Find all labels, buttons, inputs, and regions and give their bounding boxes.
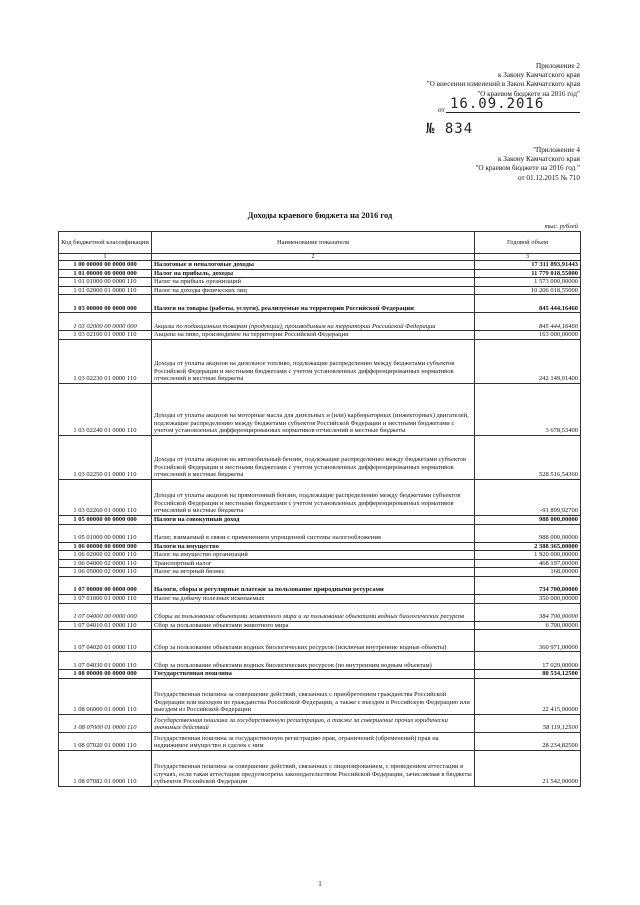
- amount-cell: 58 119,12500: [475, 714, 581, 732]
- code-cell: 1 08 06000 01 0000 110: [59, 678, 152, 714]
- amount-cell: 988 000,00000: [475, 515, 581, 524]
- name-cell: Доходы от уплаты акцизов на автомобильный бензин, подлежащие распределению между бюджетами субъектов Российской Федерации и местными бюджетами с учетом установленных дифференцированных нормативов отчислений в местные бюджеты: [152, 435, 475, 479]
- amount-cell: 734 700,00000: [475, 576, 581, 594]
- table-row: [59, 621, 581, 630]
- table-row: [59, 515, 581, 524]
- code-cell: 1 05 01000 00 0000 110: [59, 524, 152, 542]
- code-cell: 1 03 02100 01 0000 110: [59, 331, 152, 340]
- column-index: 2: [152, 254, 475, 261]
- name-cell: Акцизы на пиво, производимое на территории Российской Федерации: [152, 331, 475, 340]
- amount-cell: 17 311 893,91443: [475, 261, 581, 270]
- code-cell: 1 01 00000 00 0000 000: [59, 269, 152, 278]
- name-cell: Государственная пошлина за совершение действий, связанных с лицензированием, с проведением аттестации в случаях, если такая аттестация предусмотрена законодательством Российской Федерации, зачисляемая в бюджеты субъектов Российской Федерации: [152, 750, 475, 786]
- amount-cell: 1 573 000,00000: [475, 278, 581, 287]
- code-cell: 1 08 07082 01 0000 110: [59, 750, 152, 786]
- name-cell: Налог, взимаемый в связи с применением упрощенной системы налогообложения: [152, 524, 475, 542]
- name-cell: Налог на имущество организаций: [152, 551, 475, 560]
- table-row: [59, 714, 581, 732]
- annex-line: "Приложение 4: [533, 146, 580, 154]
- amount-cell: 168,00000: [475, 568, 581, 577]
- column-index: 1: [59, 254, 152, 261]
- date-prefix: от: [438, 106, 445, 114]
- annex-line: к Закону Камчатского края: [498, 155, 580, 164]
- name-cell: Налог на прибыль, доходы: [152, 269, 475, 278]
- table-row: [59, 383, 581, 435]
- amount-cell: 10 206 018,55000: [475, 286, 581, 295]
- amount-cell: 988 000,00000: [475, 524, 581, 542]
- handwritten-number: № 834: [426, 121, 474, 137]
- table-row: [59, 524, 581, 542]
- code-cell: 1 08 07020 01 0000 110: [59, 732, 152, 750]
- code-cell: 1 07 04020 01 0000 110: [59, 630, 152, 652]
- code-cell: 1 08 00000 00 0000 000: [59, 670, 152, 679]
- name-cell: Государственная пошлина за государственную регистрацию, а также за совершение прочих юридически значимых действий: [152, 714, 475, 732]
- header-name: Наименование показателя: [152, 232, 475, 254]
- amount-cell: 6 700,00000: [475, 621, 581, 630]
- code-cell: 1 03 00000 00 0000 000: [59, 295, 152, 313]
- budget-table: [58, 231, 581, 787]
- name-cell: Акцизы по подакцизным товарам (продукции), производимым на территории Российской Федерации: [152, 313, 475, 331]
- table-row: [59, 261, 581, 270]
- table-row: [59, 278, 581, 287]
- amount-cell: 360 971,00000: [475, 630, 581, 652]
- table-row: [59, 750, 581, 786]
- code-cell: 1 06 04000 02 0000 110: [59, 559, 152, 568]
- column-index: 3: [475, 254, 581, 261]
- table-row: [59, 670, 581, 679]
- code-cell: 1 06 05000 02 0000 110: [59, 568, 152, 577]
- name-cell: Налоги на имущество: [152, 542, 475, 551]
- amount-cell: 528 516,54360: [475, 435, 581, 479]
- handwritten-date: 16.09.2016: [450, 96, 545, 112]
- table-row: [59, 732, 581, 750]
- code-cell: 1 03 02230 01 0000 110: [59, 339, 152, 383]
- table-row: [59, 286, 581, 295]
- annex-line: Приложение 2: [536, 62, 580, 70]
- code-cell: 1 06 02000 02 0000 110: [59, 551, 152, 560]
- name-cell: Налог на прибыль организаций: [152, 278, 475, 287]
- name-cell: Сбор за пользование объектами животного мира: [152, 621, 475, 630]
- name-cell: Сбор за пользование объектами водных биологических ресурсов (исключая внутренние водные объекты): [152, 630, 475, 652]
- amount-cell: 11 779 018,55000: [475, 269, 581, 278]
- document-title: Доходы краевого бюджета на 2016 год: [247, 210, 393, 220]
- amount-cell: 845 444,16460: [475, 313, 581, 331]
- original-annex-header: [475, 146, 580, 183]
- amount-cell: 17 029,00000: [475, 652, 581, 670]
- date-underline: [446, 112, 580, 113]
- amount-cell: 242 149,01400: [475, 339, 581, 383]
- table-row: [59, 652, 581, 670]
- table-row: [59, 630, 581, 652]
- code-cell: 1 07 01000 01 0000 110: [59, 594, 152, 603]
- code-cell: 1 03 02000 00 0000 000: [59, 313, 152, 331]
- annex-header: [427, 62, 580, 99]
- table-row: [59, 678, 581, 714]
- table-row: [59, 542, 581, 551]
- header-code: Код бюджетной классификации: [59, 232, 152, 254]
- table-row: [59, 295, 581, 313]
- name-cell: Транспортный налог: [152, 559, 475, 568]
- amount-cell: 468 197,00000: [475, 559, 581, 568]
- amount-cell: 845 444,16460: [475, 295, 581, 313]
- name-cell: Доходы от уплаты акцизов на прямогонный бензин, подлежащие распределению между бюджетами субъектов Российской Федерации и местными бюджетами с учетом установленных дифференцированных нормативов отчислений в местные бюджеты: [152, 479, 475, 515]
- code-cell: 1 07 04000 00 0000 000: [59, 603, 152, 621]
- name-cell: Налоги на товары (работы, услуги), реализуемые на территории Российской Федерации: [152, 295, 475, 313]
- amount-cell: 2 388 365,00000: [475, 542, 581, 551]
- name-cell: Государственная пошлина за государственную регистрацию прав, ограничений (обременений) прав на недвижимое имущество и сделок с ним: [152, 732, 475, 750]
- name-cell: Сборы за пользование объектами животного мира и за пользование объектами водных биологических ресурсов: [152, 603, 475, 621]
- code-cell: 1 01 02000 01 0000 110: [59, 286, 152, 295]
- annex-line: "О краевом бюджете на 2016 год ": [475, 164, 580, 173]
- code-cell: 1 03 02250 01 0000 110: [59, 435, 152, 479]
- annex-line: "О краевом бюджете на 2016 год": [477, 89, 580, 98]
- amount-cell: 3 678,53400: [475, 383, 581, 435]
- amount-cell: 163 000,00000: [475, 331, 581, 340]
- amount-cell: -91 899,92700: [475, 479, 581, 515]
- name-cell: Государственная пошлина за совершение действий, связанных с приобретением гражданства Российской Федерации или выходом из гражданства Российской Федерации, а также с въездом в Российскую Федерацию или выездом из Российской Федерации: [152, 678, 475, 714]
- header-amount: Годовой объем: [475, 232, 581, 254]
- table-row: [59, 603, 581, 621]
- column-index-row: [59, 254, 581, 261]
- table-row: [59, 551, 581, 560]
- table-row: [59, 435, 581, 479]
- table-row: [59, 594, 581, 603]
- annex-line: к Закону Камчатского края: [498, 71, 580, 80]
- table-row: [59, 339, 581, 383]
- name-cell: Сбор за пользование объектами водных биологических ресурсов (по внутренним водным объектам): [152, 652, 475, 670]
- amount-cell: 1 920 000,00000: [475, 551, 581, 560]
- name-cell: Налоги на совокупный доход: [152, 515, 475, 524]
- table-row: [59, 479, 581, 515]
- table-header-row: [59, 232, 581, 254]
- code-cell: 1 03 02240 01 0000 110: [59, 383, 152, 435]
- annex-line: от 01.12.2015 № 710: [517, 173, 580, 182]
- amount-cell: 350 000,00000: [475, 594, 581, 603]
- amount-cell: 21 542,00000: [475, 750, 581, 786]
- name-cell: Налог на добычу полезных ископаемых: [152, 594, 475, 603]
- page-number: 1: [318, 880, 322, 888]
- name-cell: Налог на доходы физических лиц: [152, 286, 475, 295]
- table-row: [59, 331, 581, 340]
- table-row: [59, 559, 581, 568]
- amount-cell: 22 415,00000: [475, 678, 581, 714]
- table-row: [59, 576, 581, 594]
- code-cell: 1 03 02260 01 0000 110: [59, 479, 152, 515]
- code-cell: 1 07 04010 01 0000 110: [59, 621, 152, 630]
- name-cell: Налоги, сборы и регулярные платежи за пользование природными ресурсами: [152, 576, 475, 594]
- code-cell: 1 00 00000 00 0000 000: [59, 261, 152, 270]
- table-row: [59, 269, 581, 278]
- code-cell: 1 01 01000 00 0000 110: [59, 278, 152, 287]
- name-cell: Налоговые и неналоговые доходы: [152, 261, 475, 270]
- name-cell: Налог на игорный бизнес: [152, 568, 475, 577]
- annex-line: "О внесении изменений в Закон Камчатского края: [426, 80, 580, 89]
- name-cell: Государственная пошлина: [152, 670, 475, 679]
- unit-note: тыс. рублей: [544, 223, 578, 230]
- table-row: [59, 313, 581, 331]
- amount-cell: 384 700,00000: [475, 603, 581, 621]
- code-cell: 1 08 07000 01 0000 110: [59, 714, 152, 732]
- amount-cell: 28 234,82500: [475, 732, 581, 750]
- code-cell: 1 07 04030 01 0000 110: [59, 652, 152, 670]
- table-row: [59, 568, 581, 577]
- amount-cell: 80 534,12500: [475, 670, 581, 679]
- code-cell: 1 06 00000 00 0000 000: [59, 542, 152, 551]
- name-cell: Доходы от уплаты акцизов на дизельное топливо, подлежащие распределению между бюджетами субъектов Российской Федерации и местными бюджетами с учетом установленных дифференцированных нормативов отчислений в местные бюджеты: [152, 339, 475, 383]
- code-cell: 1 05 00000 00 0000 000: [59, 515, 152, 524]
- name-cell: Доходы от уплаты акцизов на моторные масла для дизельных и (или) карбюраторных (инжекторных) двигателей, подлежащие распределению между бюджетами субъектов Российской Федерации и местными бюджетами с учетом установленных дифференцированных нормативов отчислений в местные бюджеты: [152, 383, 475, 435]
- code-cell: 1 07 00000 00 0000 000: [59, 576, 152, 594]
